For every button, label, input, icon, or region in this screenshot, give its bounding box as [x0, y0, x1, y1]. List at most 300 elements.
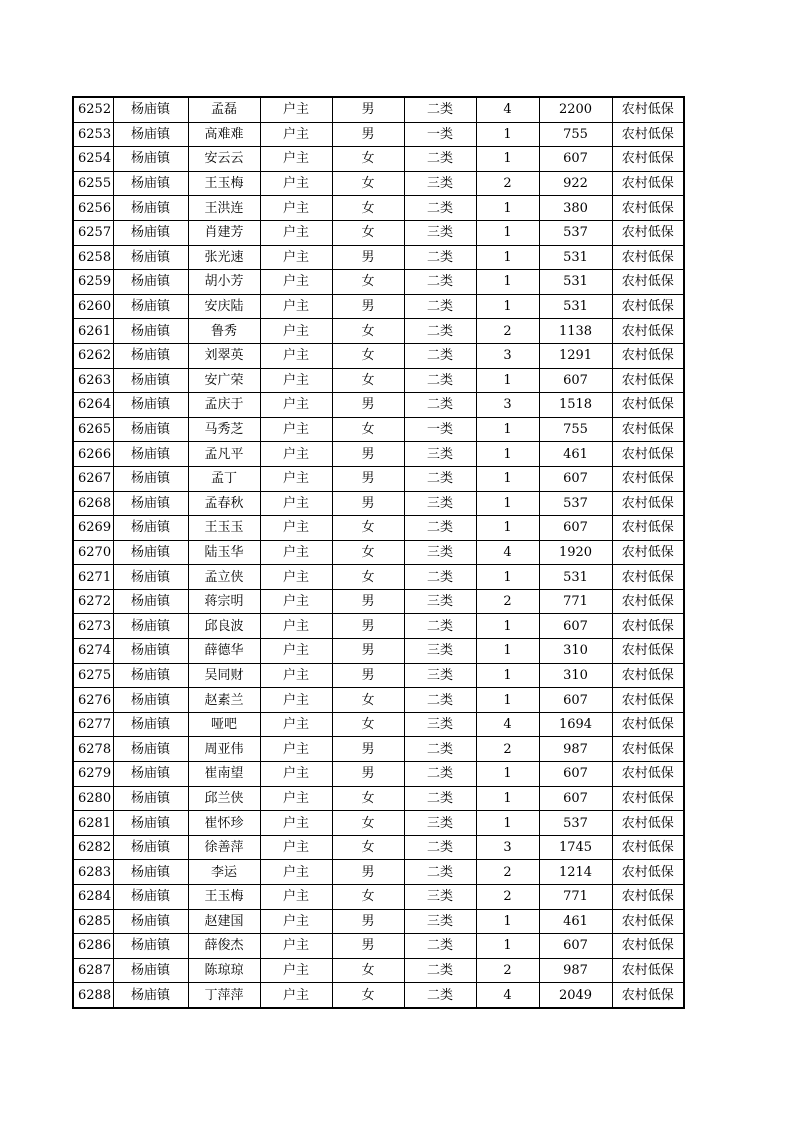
cell-gender: 女	[332, 220, 404, 245]
cell-household-size: 1	[476, 294, 539, 319]
cell-gender: 女	[332, 786, 404, 811]
cell-gender: 女	[332, 270, 404, 295]
cell-town: 杨庙镇	[113, 442, 188, 467]
cell-aid-type: 农村低保	[612, 909, 684, 934]
cell-household-size: 1	[476, 786, 539, 811]
cell-amount: 461	[539, 442, 612, 467]
cell-relation: 户主	[260, 122, 332, 147]
cell-household-size: 3	[476, 393, 539, 418]
cell-gender: 女	[332, 540, 404, 565]
table-row	[73, 97, 684, 122]
cell-household-size: 1	[476, 466, 539, 491]
cell-town: 杨庙镇	[113, 663, 188, 688]
cell-name: 崔南望	[188, 762, 260, 787]
cell-relation: 户主	[260, 368, 332, 393]
cell-town: 杨庙镇	[113, 885, 188, 910]
cell-household-size: 2	[476, 171, 539, 196]
cell-aid-type: 农村低保	[612, 393, 684, 418]
table-row	[73, 614, 684, 639]
cell-aid-type: 农村低保	[612, 885, 684, 910]
cell-aid-type: 农村低保	[612, 171, 684, 196]
cell-record-number: 6253	[73, 122, 113, 147]
cell-name: 陈琼琼	[188, 958, 260, 983]
table-row	[73, 934, 684, 959]
cell-amount: 607	[539, 147, 612, 172]
cell-household-size: 1	[476, 614, 539, 639]
cell-household-size: 2	[476, 737, 539, 762]
cell-household-size: 1	[476, 368, 539, 393]
cell-category: 二类	[404, 294, 476, 319]
cell-relation: 户主	[260, 835, 332, 860]
cell-town: 杨庙镇	[113, 294, 188, 319]
cell-town: 杨庙镇	[113, 934, 188, 959]
cell-amount: 380	[539, 196, 612, 221]
cell-record-number: 6270	[73, 540, 113, 565]
cell-record-number: 6268	[73, 491, 113, 516]
cell-category: 二类	[404, 835, 476, 860]
cell-record-number: 6254	[73, 147, 113, 172]
cell-record-number: 6256	[73, 196, 113, 221]
cell-aid-type: 农村低保	[612, 442, 684, 467]
cell-amount: 310	[539, 663, 612, 688]
cell-relation: 户主	[260, 712, 332, 737]
cell-gender: 男	[332, 466, 404, 491]
cell-category: 三类	[404, 663, 476, 688]
cell-aid-type: 农村低保	[612, 737, 684, 762]
cell-household-size: 2	[476, 589, 539, 614]
cell-aid-type: 农村低保	[612, 786, 684, 811]
cell-category: 三类	[404, 442, 476, 467]
cell-household-size: 1	[476, 516, 539, 541]
cell-record-number: 6280	[73, 786, 113, 811]
cell-relation: 户主	[260, 97, 332, 122]
table-row	[73, 220, 684, 245]
cell-amount: 1745	[539, 835, 612, 860]
cell-aid-type: 农村低保	[612, 220, 684, 245]
table-row	[73, 393, 684, 418]
cell-aid-type: 农村低保	[612, 368, 684, 393]
table-row	[73, 762, 684, 787]
cell-aid-type: 农村低保	[612, 196, 684, 221]
table-row	[73, 565, 684, 590]
cell-town: 杨庙镇	[113, 147, 188, 172]
cell-record-number: 6262	[73, 343, 113, 368]
cell-category: 三类	[404, 712, 476, 737]
table-row	[73, 516, 684, 541]
cell-record-number: 6257	[73, 220, 113, 245]
cell-record-number: 6274	[73, 639, 113, 664]
table-row	[73, 147, 684, 172]
cell-town: 杨庙镇	[113, 220, 188, 245]
cell-category: 三类	[404, 589, 476, 614]
table-row	[73, 688, 684, 713]
cell-category: 二类	[404, 688, 476, 713]
cell-record-number: 6286	[73, 934, 113, 959]
table-row	[73, 663, 684, 688]
cell-record-number: 6258	[73, 245, 113, 270]
cell-name: 孟立侠	[188, 565, 260, 590]
cell-record-number: 6264	[73, 393, 113, 418]
cell-relation: 户主	[260, 934, 332, 959]
cell-relation: 户主	[260, 491, 332, 516]
cell-name: 鲁秀	[188, 319, 260, 344]
cell-name: 薛德华	[188, 639, 260, 664]
table-row	[73, 171, 684, 196]
cell-relation: 户主	[260, 171, 332, 196]
cell-town: 杨庙镇	[113, 688, 188, 713]
cell-category: 二类	[404, 762, 476, 787]
cell-relation: 户主	[260, 294, 332, 319]
cell-amount: 987	[539, 737, 612, 762]
cell-category: 二类	[404, 368, 476, 393]
cell-relation: 户主	[260, 663, 332, 688]
cell-aid-type: 农村低保	[612, 343, 684, 368]
cell-amount: 607	[539, 786, 612, 811]
cell-amount: 1694	[539, 712, 612, 737]
cell-relation: 户主	[260, 196, 332, 221]
table-row	[73, 958, 684, 983]
cell-record-number: 6255	[73, 171, 113, 196]
cell-amount: 607	[539, 934, 612, 959]
cell-relation: 户主	[260, 417, 332, 442]
cell-category: 二类	[404, 245, 476, 270]
cell-gender: 男	[332, 762, 404, 787]
table-row	[73, 835, 684, 860]
cell-town: 杨庙镇	[113, 343, 188, 368]
cell-relation: 户主	[260, 614, 332, 639]
cell-aid-type: 农村低保	[612, 712, 684, 737]
cell-town: 杨庙镇	[113, 540, 188, 565]
cell-household-size: 2	[476, 885, 539, 910]
cell-relation: 户主	[260, 688, 332, 713]
cell-record-number: 6252	[73, 97, 113, 122]
cell-aid-type: 农村低保	[612, 565, 684, 590]
cell-gender: 男	[332, 294, 404, 319]
cell-aid-type: 农村低保	[612, 860, 684, 885]
cell-aid-type: 农村低保	[612, 835, 684, 860]
cell-name: 周亚伟	[188, 737, 260, 762]
cell-category: 二类	[404, 466, 476, 491]
cell-amount: 537	[539, 220, 612, 245]
cell-name: 肖建芳	[188, 220, 260, 245]
cell-gender: 女	[332, 196, 404, 221]
table-row	[73, 343, 684, 368]
table-row	[73, 589, 684, 614]
cell-aid-type: 农村低保	[612, 614, 684, 639]
cell-household-size: 1	[476, 196, 539, 221]
cell-category: 二类	[404, 565, 476, 590]
cell-category: 三类	[404, 885, 476, 910]
cell-relation: 户主	[260, 983, 332, 1008]
cell-amount: 1518	[539, 393, 612, 418]
cell-gender: 女	[332, 565, 404, 590]
cell-household-size: 1	[476, 442, 539, 467]
cell-household-size: 1	[476, 220, 539, 245]
cell-amount: 771	[539, 885, 612, 910]
cell-name: 马秀芝	[188, 417, 260, 442]
cell-name: 王玉梅	[188, 885, 260, 910]
cell-gender: 女	[332, 885, 404, 910]
cell-household-size: 2	[476, 860, 539, 885]
cell-record-number: 6278	[73, 737, 113, 762]
cell-gender: 女	[332, 368, 404, 393]
cell-household-size: 1	[476, 663, 539, 688]
cell-category: 二类	[404, 147, 476, 172]
cell-relation: 户主	[260, 516, 332, 541]
cell-record-number: 6287	[73, 958, 113, 983]
cell-amount: 310	[539, 639, 612, 664]
table-row	[73, 639, 684, 664]
cell-gender: 女	[332, 147, 404, 172]
cell-gender: 女	[332, 958, 404, 983]
cell-gender: 男	[332, 442, 404, 467]
cell-town: 杨庙镇	[113, 196, 188, 221]
cell-aid-type: 农村低保	[612, 958, 684, 983]
table-row	[73, 491, 684, 516]
cell-name: 赵素兰	[188, 688, 260, 713]
cell-amount: 607	[539, 368, 612, 393]
table-row	[73, 368, 684, 393]
cell-record-number: 6259	[73, 270, 113, 295]
table-body	[73, 97, 684, 1008]
cell-record-number: 6271	[73, 565, 113, 590]
cell-amount: 607	[539, 516, 612, 541]
cell-town: 杨庙镇	[113, 614, 188, 639]
cell-name: 安庆陆	[188, 294, 260, 319]
cell-record-number: 6272	[73, 589, 113, 614]
cell-household-size: 1	[476, 491, 539, 516]
cell-relation: 户主	[260, 958, 332, 983]
cell-category: 三类	[404, 220, 476, 245]
cell-town: 杨庙镇	[113, 589, 188, 614]
cell-category: 二类	[404, 786, 476, 811]
cell-gender: 男	[332, 491, 404, 516]
cell-category: 二类	[404, 343, 476, 368]
cell-town: 杨庙镇	[113, 516, 188, 541]
cell-town: 杨庙镇	[113, 737, 188, 762]
cell-category: 二类	[404, 737, 476, 762]
table-row	[73, 909, 684, 934]
cell-amount: 2200	[539, 97, 612, 122]
cell-household-size: 1	[476, 934, 539, 959]
cell-aid-type: 农村低保	[612, 934, 684, 959]
cell-household-size: 4	[476, 540, 539, 565]
cell-gender: 男	[332, 860, 404, 885]
table-row	[73, 196, 684, 221]
cell-town: 杨庙镇	[113, 171, 188, 196]
cell-household-size: 3	[476, 343, 539, 368]
cell-amount: 1291	[539, 343, 612, 368]
cell-gender: 女	[332, 688, 404, 713]
cell-gender: 女	[332, 712, 404, 737]
cell-household-size: 3	[476, 835, 539, 860]
cell-household-size: 4	[476, 983, 539, 1008]
table-row	[73, 122, 684, 147]
cell-relation: 户主	[260, 811, 332, 836]
recipient-table	[72, 96, 685, 1009]
cell-household-size: 1	[476, 122, 539, 147]
cell-aid-type: 农村低保	[612, 97, 684, 122]
cell-amount: 531	[539, 294, 612, 319]
cell-relation: 户主	[260, 909, 332, 934]
cell-gender: 男	[332, 245, 404, 270]
table-row	[73, 319, 684, 344]
cell-household-size: 1	[476, 417, 539, 442]
table-row	[73, 270, 684, 295]
cell-name: 刘翠英	[188, 343, 260, 368]
cell-household-size: 1	[476, 147, 539, 172]
table-row	[73, 712, 684, 737]
cell-town: 杨庙镇	[113, 466, 188, 491]
cell-aid-type: 农村低保	[612, 319, 684, 344]
cell-household-size: 1	[476, 811, 539, 836]
cell-household-size: 1	[476, 270, 539, 295]
cell-town: 杨庙镇	[113, 270, 188, 295]
cell-name: 哑吧	[188, 712, 260, 737]
cell-record-number: 6288	[73, 983, 113, 1008]
cell-name: 孟庆于	[188, 393, 260, 418]
cell-aid-type: 农村低保	[612, 589, 684, 614]
cell-town: 杨庙镇	[113, 860, 188, 885]
cell-household-size: 1	[476, 688, 539, 713]
cell-relation: 户主	[260, 540, 332, 565]
cell-household-size: 1	[476, 245, 539, 270]
cell-record-number: 6260	[73, 294, 113, 319]
cell-name: 孟磊	[188, 97, 260, 122]
cell-amount: 1920	[539, 540, 612, 565]
cell-category: 三类	[404, 639, 476, 664]
cell-name: 邱兰侠	[188, 786, 260, 811]
cell-record-number: 6261	[73, 319, 113, 344]
cell-name: 蒋宗明	[188, 589, 260, 614]
cell-gender: 女	[332, 171, 404, 196]
table-row	[73, 737, 684, 762]
cell-town: 杨庙镇	[113, 712, 188, 737]
cell-gender: 女	[332, 983, 404, 1008]
cell-town: 杨庙镇	[113, 811, 188, 836]
cell-amount: 607	[539, 466, 612, 491]
table-row	[73, 540, 684, 565]
cell-relation: 户主	[260, 589, 332, 614]
cell-household-size: 2	[476, 958, 539, 983]
cell-amount: 755	[539, 417, 612, 442]
cell-relation: 户主	[260, 147, 332, 172]
cell-name: 胡小芳	[188, 270, 260, 295]
cell-category: 三类	[404, 540, 476, 565]
cell-name: 吴同财	[188, 663, 260, 688]
cell-category: 三类	[404, 811, 476, 836]
cell-name: 崔怀珍	[188, 811, 260, 836]
cell-gender: 女	[332, 516, 404, 541]
cell-amount: 1138	[539, 319, 612, 344]
cell-relation: 户主	[260, 245, 332, 270]
cell-aid-type: 农村低保	[612, 270, 684, 295]
cell-relation: 户主	[260, 343, 332, 368]
cell-relation: 户主	[260, 270, 332, 295]
cell-name: 孟丁	[188, 466, 260, 491]
cell-name: 丁萍萍	[188, 983, 260, 1008]
cell-category: 二类	[404, 958, 476, 983]
cell-category: 二类	[404, 196, 476, 221]
cell-amount: 922	[539, 171, 612, 196]
cell-name: 徐善萍	[188, 835, 260, 860]
cell-category: 一类	[404, 122, 476, 147]
cell-household-size: 2	[476, 319, 539, 344]
cell-gender: 男	[332, 122, 404, 147]
cell-amount: 461	[539, 909, 612, 934]
cell-record-number: 6283	[73, 860, 113, 885]
table-row	[73, 245, 684, 270]
cell-aid-type: 农村低保	[612, 294, 684, 319]
cell-town: 杨庙镇	[113, 639, 188, 664]
cell-aid-type: 农村低保	[612, 491, 684, 516]
cell-amount: 2049	[539, 983, 612, 1008]
table-row	[73, 294, 684, 319]
cell-town: 杨庙镇	[113, 983, 188, 1008]
cell-record-number: 6285	[73, 909, 113, 934]
cell-town: 杨庙镇	[113, 417, 188, 442]
table-row	[73, 442, 684, 467]
cell-gender: 男	[332, 393, 404, 418]
cell-aid-type: 农村低保	[612, 122, 684, 147]
cell-amount: 537	[539, 811, 612, 836]
cell-gender: 男	[332, 639, 404, 664]
cell-amount: 771	[539, 589, 612, 614]
table-row	[73, 786, 684, 811]
cell-aid-type: 农村低保	[612, 811, 684, 836]
cell-category: 二类	[404, 860, 476, 885]
cell-category: 二类	[404, 983, 476, 1008]
cell-gender: 女	[332, 343, 404, 368]
cell-gender: 女	[332, 319, 404, 344]
cell-town: 杨庙镇	[113, 835, 188, 860]
table-row	[73, 811, 684, 836]
cell-aid-type: 农村低保	[612, 762, 684, 787]
cell-name: 王玉梅	[188, 171, 260, 196]
cell-town: 杨庙镇	[113, 97, 188, 122]
cell-category: 三类	[404, 491, 476, 516]
cell-record-number: 6266	[73, 442, 113, 467]
cell-household-size: 1	[476, 639, 539, 664]
cell-gender: 男	[332, 663, 404, 688]
cell-household-size: 1	[476, 909, 539, 934]
cell-record-number: 6265	[73, 417, 113, 442]
cell-aid-type: 农村低保	[612, 147, 684, 172]
cell-category: 二类	[404, 270, 476, 295]
cell-household-size: 4	[476, 97, 539, 122]
cell-record-number: 6269	[73, 516, 113, 541]
cell-record-number: 6267	[73, 466, 113, 491]
cell-record-number: 6277	[73, 712, 113, 737]
cell-aid-type: 农村低保	[612, 663, 684, 688]
cell-category: 二类	[404, 319, 476, 344]
cell-category: 二类	[404, 97, 476, 122]
table-row	[73, 983, 684, 1008]
table-row	[73, 417, 684, 442]
cell-name: 王玉玉	[188, 516, 260, 541]
cell-household-size: 1	[476, 762, 539, 787]
cell-relation: 户主	[260, 639, 332, 664]
cell-name: 陆玉华	[188, 540, 260, 565]
table-row	[73, 466, 684, 491]
cell-relation: 户主	[260, 393, 332, 418]
cell-name: 王洪连	[188, 196, 260, 221]
cell-category: 二类	[404, 934, 476, 959]
cell-category: 二类	[404, 516, 476, 541]
cell-household-size: 1	[476, 565, 539, 590]
cell-relation: 户主	[260, 860, 332, 885]
cell-town: 杨庙镇	[113, 762, 188, 787]
